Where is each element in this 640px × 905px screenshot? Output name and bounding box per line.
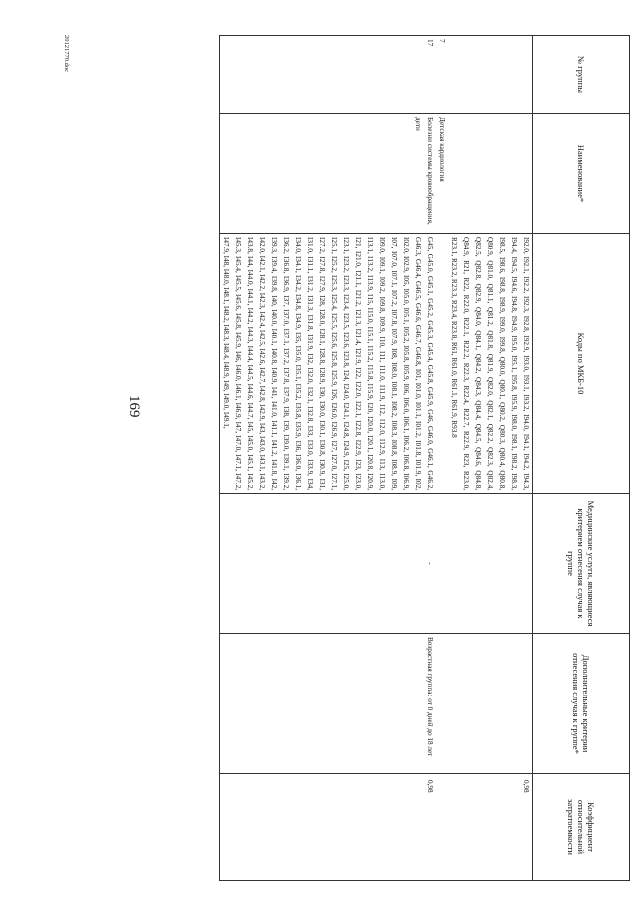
cell-group-no [448, 36, 533, 114]
cell-group-no: 7 [436, 36, 448, 114]
cell-extra-criteria [436, 634, 448, 774]
ksg-table [219, 35, 630, 881]
header-coefficient: Коэффициент относительной затратоемкости [533, 774, 630, 881]
table-header-row [533, 36, 630, 881]
cell-coefficient: 0,98 [448, 774, 533, 881]
cell-extra-criteria [448, 634, 533, 774]
cell-extra-criteria: Возрастная группа: от 0 дней до 18 лет [220, 634, 437, 774]
header-name: Наименование* [533, 114, 630, 234]
cell-group-no: 17 [220, 36, 437, 114]
table-row [448, 36, 533, 881]
cell-services [448, 494, 533, 634]
header-codes: Коды по МКБ-10 [533, 234, 630, 494]
header-services: Медицинские услуги, являющиеся критерием отнесения случая к группе [533, 494, 630, 634]
table-row [436, 36, 448, 881]
page-number: 169 [126, 395, 142, 418]
cell-name: Детская кардиология [436, 114, 448, 234]
cell-coefficient [436, 774, 448, 881]
cell-codes: I92.0, I92.1, I92.2, I92.3, I92.8, I92.9, I93.0, I93.1, I93.2, I94.0, I94.1, I94.2, I94.3, I94.4, I94.5, I94.6, I94.8, I94.9, I95.0, I95.1, I95.8, I95.9, I98.0, I98.1, I98.2, I98.3, I98.5, I98.6, I98.8, I98.9, I99.0, I99.8, Q80.0, Q80.1, Q80.2, Q80.3, Q80.4, Q80.8, Q80.9, Q81.0, Q81.1, Q81.2, Q81.8, Q81.9, Q82.0, Q82.1, Q82.2, Q82.3, Q82.4, Q82.5, Q82.8, Q82.9, Q84.0, Q84.1, Q84.2, Q84.3, Q84.4, Q84.5, Q84.6, Q84.8, Q84.9, R21, R22, R22.0, R22.1, R22.2, R22.3, R22.4, R22.7, R22.9, R23, R23.0, R23.1, R23.2, R23.3, R23.4, R23.8, R61, R61.0, R61.1, R61.9, R93.8 [448, 234, 533, 494]
cell-name [448, 114, 533, 234]
cell-codes: G45, G45.0, G45.1, G45.2, G45.3, G45.4, G45.8, G45.9, G46, G46.0, G46.1, G46.2, G46.3, G46.4, G46.5, G46.6, G46.7, G46.8, I01, I01.0, I01.1, I01.2, I01.8, I01.9, I02, I02.0, I02.9, I05, I05.0, I05.1, I05.2, I05.8, I05.9, I06, I06.0, I06.1, I06.2, I06.8, I06.9, I07, I07.0, I07.1, I07.2, I07.8, I07.9, I08, I08.0, I08.1, I08.2, I08.3, I08.8, I08.9, I09, I09.0, I09.1, I09.2, I09.8, I09.9, I10, I11, I11.0, I11.9, I12, I12.0, I12.9, I13, I13.0, I13.1, I13.2, I13.9, I15, I15.0, I15.1, I15.2, I15.8, I15.9, I20, I20.0, I20.1, I20.8, I20.9, I21, I21.0, I21.1, I21.2, I21.3, I21.4, I21.9, I22, I22.0, I22.1, I22.8, I22.9, I23, I23.0, I23.1, I23.2, I23.3, I23.4, I23.5, I23.6, I23.8, I24, I24.0, I24.1, I24.8, I24.9, I25, I25.0, I25.1, I25.2, I25.3, I25.4, I25.5, I25.6, I25.8, I25.9, I26, I26.0, I26.9, I27, I27.0, I27.1, I27.2, I27.8, I27.9, I28, I28.0, I28.1, I28.8, I28.9, I30, I30.0, I30.1, I30.8, I30.9, I31, I31.0, I31.1, I31.2, I31.3, I31.8, I31.9, I32, I32.0, I32.1, I32.8, I33, I33.0, I33.9, I34, I34.0, I34.1, I34.2, I34.8, I34.9, I35, I35.0, I35.1, I35.2, I35.8, I35.9, I36, I36.0, I36.1, I36.2, I36.8, I36.9, I37, I37.0, I37.1, I37.2, I37.8, I37.9, I38, I39, I39.0, I39.1, I39.2, I39.3, I39.4, I39.8, I40, I40.0, I40.1, I40.8, I40.9, I41, I41.0, I41.1, I41.2, I41.8, I42, I42.0, I42.1, I42.2, I42.3, I42.4, I42.5, I42.6, I42.7, I42.8, I42.9, I43, I43.0, I43.1, I43.2, I43.8, I44, I44.0, I44.1, I44.2, I44.3, I44.4, I44.5, I44.6, I44.7, I45, I45.0, I45.1, I45.2, I45.3, I45.4, I45.5, I45.6, I45.8, I45.9, I46, I46.0, I46.1, I46.9, I47, I47.0, I47.1, I47.2, I47.9, I48, I48.0, I48.1, I48.2, I48.3, I48.4, I48.9, I49, I49.0, I49.1, [220, 234, 437, 494]
cell-name: Болезни системы кровообращения, дети [220, 114, 437, 234]
footer-filename: 20121770.doc [63, 35, 70, 73]
cell-services [436, 494, 448, 634]
cell-coefficient: 0,98 [220, 774, 437, 881]
header-extra-criteria: Дополнительные критерии отнесения случая к группе* [533, 634, 630, 774]
header-group-no: № группы [533, 36, 630, 114]
cell-codes [436, 234, 448, 494]
cell-services: - [220, 494, 437, 634]
rotated-content [63, 25, 630, 885]
table-row [220, 36, 437, 881]
